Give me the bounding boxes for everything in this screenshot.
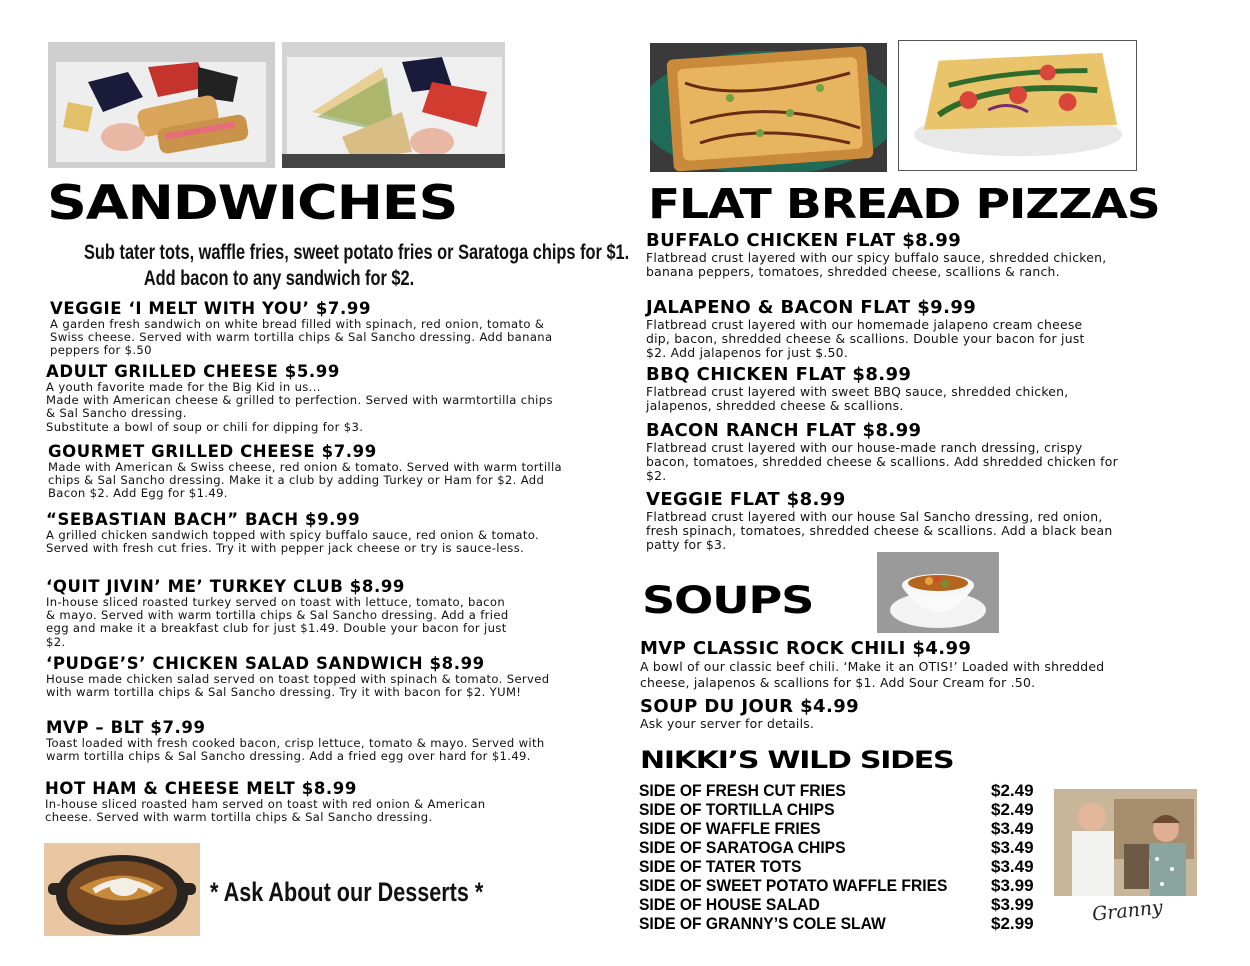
side-item <box>639 819 1039 838</box>
side-name: SIDE OF SARATOGA CHIPS <box>639 838 846 857</box>
menu-item-gourmet-grilled-cheese <box>48 443 576 501</box>
side-price: $2.49 <box>991 800 1034 819</box>
menu-item-buffalo-chicken-flat <box>646 231 1116 279</box>
item-title: VEGGIE FLAT $8.99 <box>646 489 846 510</box>
item-title: VEGGIE ‘I MELT WITH YOU’ $7.99 <box>50 299 372 318</box>
side-name: SIDE OF TORTILLA CHIPS <box>639 800 835 819</box>
side-name: SIDE OF TATER TOTS <box>639 857 802 876</box>
item-title: “SEBASTIAN BACH” BACH $9.99 <box>46 510 361 529</box>
desserts-note: * Ask About our Desserts * <box>210 877 484 907</box>
menu-item-hot-ham-cheese <box>45 780 525 824</box>
side-price: $2.99 <box>991 914 1034 933</box>
item-title: BUFFALO CHICKEN FLAT $8.99 <box>646 230 962 251</box>
sandwich-photo-panini <box>48 42 275 168</box>
side-name: SIDE OF GRANNY’S COLE SLAW <box>639 914 886 933</box>
item-description: Made with American & Swiss cheese, red onion & tomato. Served with warm tortilla chips & Sal Sancho dressing. Make it a club by adding Turkey or Ham for $2. Add Bacon $2. Add Egg for $1.49. <box>48 460 562 501</box>
side-item <box>639 838 1039 857</box>
item-description: Flatbread crust layered with our spicy buffalo sauce, shredded chicken, banana peppers, tomatoes, shredded cheese, scallions & ranch. <box>646 250 1107 279</box>
menu-item-bacon-ranch-flat <box>646 421 1121 483</box>
item-title: BACON RANCH FLAT $8.99 <box>646 420 922 441</box>
side-price: $3.99 <box>991 895 1034 914</box>
item-description: A grilled chicken sandwich topped with spicy buffalo sauce, red onion & tomato. Served with fresh cut fries. Try it with pepper jack cheese or try is sauce-less. <box>46 528 540 556</box>
side-item <box>639 895 1039 914</box>
menu-item-veggie-melt <box>50 300 570 358</box>
granny-photo <box>1054 789 1197 896</box>
sides-list <box>639 781 1039 933</box>
item-title: HOT HAM & CHEESE MELT $8.99 <box>45 779 357 798</box>
item-description: Toast loaded with fresh cooked bacon, crisp lettuce, tomato & mayo. Served with warm tortilla chips & Sal Sancho dressing. Add a fried egg over hard for $1.49. <box>46 736 545 764</box>
item-description: A youth favorite made for the Big Kid in us... Made with American cheese & grilled to perfection. Served with warmtortilla chips & Sal Sancho dressing. Substitute a bowl of soup or chili for dipping for $3. <box>46 380 553 434</box>
side-name: SIDE OF WAFFLE FRIES <box>639 819 821 838</box>
flatbread-heading: FLAT BREAD PIZZAS <box>648 180 1160 228</box>
side-item <box>639 914 1039 933</box>
sandwiches-heading: SANDWICHES <box>47 176 458 231</box>
item-description: Ask your server for details. <box>640 716 815 731</box>
item-description: Flatbread crust layered with our house-made ranch dressing, crispy bacon, tomatoes, shredded cheese & scallions. Add shredded chicken for $2. <box>646 440 1118 483</box>
item-title: JALAPENO & BACON FLAT $9.99 <box>646 297 977 318</box>
item-title: ADULT GRILLED CHEESE $5.99 <box>46 362 340 381</box>
soup-item-du-jour <box>640 697 1110 731</box>
menu-item-mvp-blt <box>46 719 556 763</box>
item-description: Flatbread crust layered with sweet BBQ sauce, shredded chicken, jalapenos, shredded cheese & scallions. <box>646 384 1069 413</box>
flatbread-photo-veggie <box>898 40 1137 171</box>
item-description: House made chicken salad served on toast topped with spinach & tomato. Served with warm tortilla chips & Sal Sancho dressing. Try it with bacon for $2. YUM! <box>46 672 550 700</box>
side-item <box>639 781 1039 800</box>
item-description: A garden fresh sandwich on white bread filled with spinach, red onion, tomato & Swiss cheese. Served with warm tortilla chips & Sal Sancho dressing. Add banana peppers for $.50 <box>50 317 553 358</box>
item-title: ‘QUIT JIVIN’ ME’ TURKEY CLUB $8.99 <box>46 577 405 596</box>
side-item <box>639 876 1039 895</box>
flatbread-photo-buffalo <box>650 43 887 172</box>
side-price: $3.49 <box>991 857 1034 876</box>
item-title: ‘PUDGE’S’ CHICKEN SALAD SANDWICH $8.99 <box>46 654 485 673</box>
item-description: In-house sliced roasted turkey served on toast with lettuce, tomato, bacon & mayo. Served with warm tortilla chips & Sal Sancho dressing. Add a fried egg and make it a breakfast club for just $1.49. Double your bacon for just $2. <box>46 595 509 649</box>
item-title: BBQ CHICKEN FLAT $8.99 <box>646 364 912 385</box>
item-description: Flatbread crust layered with our homemade jalapeno cream cheese dip, bacon, shredded cheese & scallions. Double your bacon for just $2. Add jalapenos for just $.50. <box>646 317 1085 360</box>
sandwich-photo-club <box>282 42 505 168</box>
soup-item-chili <box>640 639 1110 691</box>
menu-item-veggie-flat <box>646 490 1121 552</box>
menu-item-jalapeno-bacon-flat <box>646 298 1086 360</box>
side-price: $3.99 <box>991 876 1034 895</box>
side-name: SIDE OF HOUSE SALAD <box>639 895 820 914</box>
menu-item-chicken-salad <box>46 655 556 699</box>
side-item <box>639 800 1039 819</box>
item-title: MVP – BLT $7.99 <box>46 718 206 737</box>
item-description: In-house sliced roasted ham served on toast with red onion & American cheese. Served with warm tortilla chips & Sal Sancho dressing. <box>45 797 486 825</box>
menu-item-adult-grilled-cheese <box>46 363 566 434</box>
item-title: GOURMET GRILLED CHEESE $7.99 <box>48 442 377 461</box>
soup-photo <box>877 552 999 633</box>
side-name: SIDE OF SWEET POTATO WAFFLE FRIES <box>639 876 948 895</box>
item-description: Flatbread crust layered with our house Sal Sancho dressing, red onion, fresh spinach, tomatoes, shredded cheese & scallions. Add a black bean patty for $3. <box>646 509 1113 552</box>
side-price: $2.49 <box>991 781 1034 800</box>
side-name: SIDE OF FRESH CUT FRIES <box>639 781 846 800</box>
sandwich-subline-1: Sub tater tots, waffle fries, sweet potato fries or Saratoga chips for $1. <box>84 241 630 264</box>
sides-heading: NIKKI’S WILD SIDES <box>640 746 954 774</box>
side-price: $3.49 <box>991 819 1034 838</box>
granny-caption: Granny <box>1091 896 1164 926</box>
menu-item-turkey-club <box>46 578 516 649</box>
soups-heading: SOUPS <box>642 579 814 622</box>
side-item <box>639 857 1039 876</box>
menu-item-bbq-chicken-flat <box>646 365 1116 413</box>
menu-item-sebastian-bach <box>46 511 561 555</box>
side-price: $3.49 <box>991 838 1034 857</box>
item-title: SOUP DU JOUR $4.99 <box>640 696 860 717</box>
sandwich-subline-2: Add bacon to any sandwich for $2. <box>143 267 415 290</box>
item-description: A bowl of our classic beef chili. ‘Make it an OTIS!’ Loaded with shredded cheese, jalapenos & scallions for $1. Add Sour Cream for .50. <box>640 659 1105 690</box>
item-title: MVP CLASSIC ROCK CHILI $4.99 <box>640 638 972 659</box>
dessert-photo <box>44 843 200 936</box>
